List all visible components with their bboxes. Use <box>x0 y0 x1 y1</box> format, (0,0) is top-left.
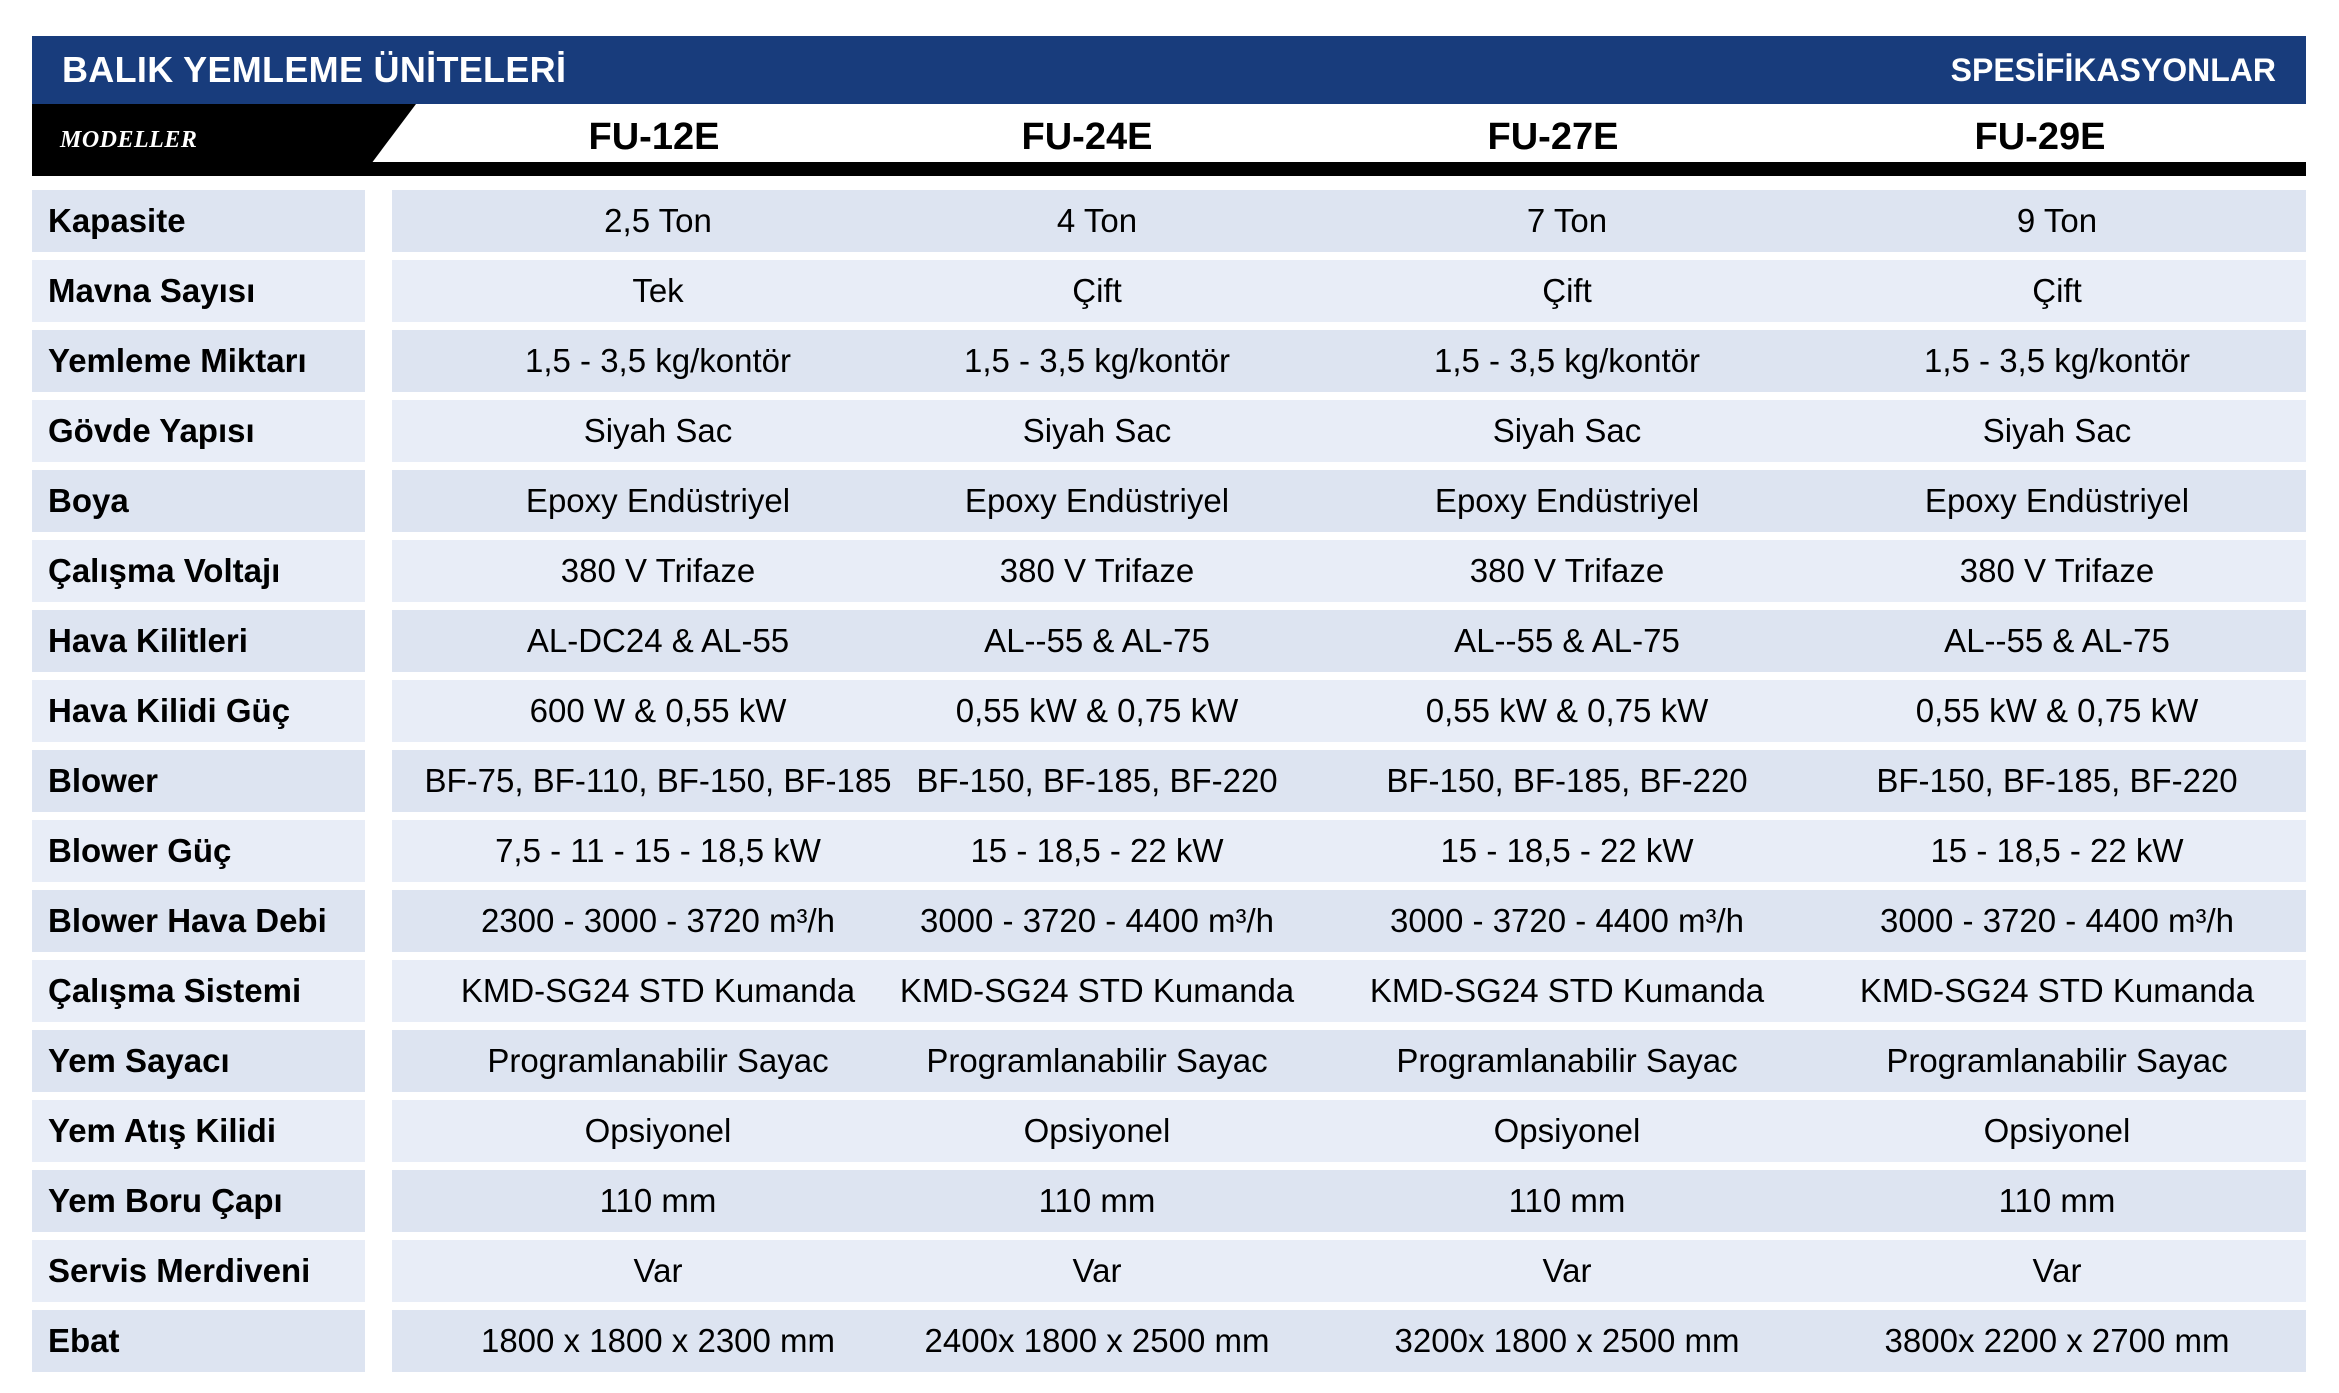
models-header-row <box>32 104 2306 176</box>
table-row <box>32 470 2306 532</box>
row-values <box>392 750 2306 812</box>
row-values <box>392 400 2306 462</box>
row-values <box>392 1310 2306 1372</box>
row-gap <box>365 470 392 532</box>
cell-value: Programlanabilir Sayac <box>926 1042 1268 1079</box>
row-label: Kapasite <box>32 190 365 252</box>
row-values <box>392 610 2306 672</box>
cell-value: 380 V Trifaze <box>999 552 1195 589</box>
table-row <box>32 890 2306 952</box>
table-row <box>32 540 2306 602</box>
row-label: Mavna Sayısı <box>32 260 365 322</box>
row-values <box>392 960 2306 1022</box>
cell-value: Opsiyonel <box>1983 1112 2131 1149</box>
cell-value: 3000 - 3720 - 4400 m³/h <box>1389 902 1745 939</box>
cell-value: 1,5 - 3,5 kg/kontör <box>1924 342 2190 379</box>
row-values <box>392 540 2306 602</box>
cell-value: AL--55 & AL-75 <box>1454 622 1680 659</box>
table-row <box>32 1030 2306 1092</box>
cell-value: BF-150, BF-185, BF-220 <box>1876 762 2238 799</box>
cell-value: Programlanabilir Sayac <box>1396 1042 1738 1079</box>
cell-value: Opsiyonel <box>584 1112 732 1149</box>
cell-value: 3000 - 3720 - 4400 m³/h <box>1879 902 2235 939</box>
row-label: Gövde Yapısı <box>32 400 365 462</box>
cell-value: Opsiyonel <box>1023 1112 1171 1149</box>
row-gap <box>365 190 392 252</box>
row-gap <box>365 1030 392 1092</box>
model-name: FU-29E <box>1974 116 2106 158</box>
row-values <box>392 260 2306 322</box>
cell-value: 15 - 18,5 - 22 kW <box>1440 832 1694 869</box>
row-gap <box>365 820 392 882</box>
row-gap <box>365 1310 392 1372</box>
cell-value: 110 mm <box>1038 1182 1156 1219</box>
cell-value: AL--55 & AL-75 <box>984 622 1210 659</box>
page-title: BALIK YEMLEME ÜNİTELERİ <box>62 49 567 90</box>
cell-value: Opsiyonel <box>1493 1112 1641 1149</box>
cell-value: 110 mm <box>599 1182 717 1219</box>
row-label: Servis Merdiveni <box>32 1240 365 1302</box>
cell-value: AL-DC24 & AL-55 <box>526 622 790 659</box>
cell-value: 15 - 18,5 - 22 kW <box>970 832 1224 869</box>
cell-value: 7 Ton <box>1526 202 1608 239</box>
cell-value: 1,5 - 3,5 kg/kontör <box>525 342 791 379</box>
cell-value: 3200x 1800 x 2500 mm <box>1394 1322 1740 1359</box>
row-gap <box>365 960 392 1022</box>
table-row <box>32 610 2306 672</box>
model-name: FU-24E <box>1021 116 1153 158</box>
row-label: Boya <box>32 470 365 532</box>
row-values <box>392 190 2306 252</box>
cell-value: 7,5 - 11 - 15 - 18,5 kW <box>495 832 821 869</box>
row-gap <box>365 540 392 602</box>
cell-value: 1800 x 1800 x 2300 mm <box>480 1322 836 1359</box>
table-row <box>32 960 2306 1022</box>
row-values <box>392 820 2306 882</box>
cell-value: Çift <box>1542 272 1592 309</box>
row-label: Hava Kilitleri <box>32 610 365 672</box>
table-row <box>32 1310 2306 1372</box>
cell-value: 15 - 18,5 - 22 kW <box>1930 832 2184 869</box>
table-row <box>32 1170 2306 1232</box>
row-label: Çalışma Sistemi <box>32 960 365 1022</box>
cell-value: 600 W & 0,55 kW <box>529 692 787 729</box>
model-name: FU-27E <box>1487 116 1619 158</box>
cell-value: Siyah Sac <box>1982 412 2132 449</box>
row-gap <box>365 400 392 462</box>
cell-value: 2,5 Ton <box>604 202 712 239</box>
cell-value: Siyah Sac <box>1492 412 1642 449</box>
cell-value: AL--55 & AL-75 <box>1944 622 2170 659</box>
cell-value: 0,55 kW & 0,75 kW <box>1425 692 1709 729</box>
table-row <box>32 260 2306 322</box>
cell-value: 380 V Trifaze <box>1469 552 1665 589</box>
cell-value: Programlanabilir Sayac <box>487 1042 829 1079</box>
cell-value: Çift <box>1072 272 1122 309</box>
row-label: Ebat <box>32 1310 365 1372</box>
cell-value: 2400x 1800 x 2500 mm <box>924 1322 1270 1359</box>
cell-value: 9 Ton <box>2016 202 2098 239</box>
cell-value: 0,55 kW & 0,75 kW <box>955 692 1239 729</box>
page-subtitle: SPESİFİKASYONLAR <box>1950 51 2276 88</box>
row-label: Çalışma Voltajı <box>32 540 365 602</box>
header-divider <box>32 162 2306 176</box>
cell-value: 380 V Trifaze <box>560 552 756 589</box>
row-label: Blower <box>32 750 365 812</box>
row-values <box>392 1030 2306 1092</box>
row-gap <box>365 330 392 392</box>
row-gap <box>365 1170 392 1232</box>
row-gap <box>365 1100 392 1162</box>
cell-value: 1,5 - 3,5 kg/kontör <box>964 342 1230 379</box>
row-gap <box>365 260 392 322</box>
cell-value: 110 mm <box>1998 1182 2116 1219</box>
table-row <box>32 820 2306 882</box>
table-row <box>32 330 2306 392</box>
cell-value: Epoxy Endüstriyel <box>1924 482 2190 519</box>
cell-value: Var <box>2032 1252 2082 1289</box>
table-row <box>32 680 2306 742</box>
row-label: Yem Atış Kilidi <box>32 1100 365 1162</box>
row-label: Yemleme Miktarı <box>32 330 365 392</box>
cell-value: Siyah Sac <box>583 412 733 449</box>
row-gap <box>365 750 392 812</box>
row-values <box>392 1240 2306 1302</box>
cell-value: 110 mm <box>1508 1182 1626 1219</box>
cell-value: Tek <box>632 272 684 309</box>
table-row <box>32 190 2306 252</box>
cell-value: BF-150, BF-185, BF-220 <box>916 762 1278 799</box>
row-values <box>392 890 2306 952</box>
row-label: Yem Sayacı <box>32 1030 365 1092</box>
model-name: FU-12E <box>588 116 720 158</box>
row-values <box>392 1170 2306 1232</box>
row-values <box>392 470 2306 532</box>
cell-value: 3800x 2200 x 2700 mm <box>1884 1322 2230 1359</box>
cell-value: BF-75, BF-110, BF-150, BF-185 <box>424 762 892 799</box>
table-row <box>32 1100 2306 1162</box>
cell-value: Epoxy Endüstriyel <box>525 482 791 519</box>
table-row <box>32 1240 2306 1302</box>
row-gap <box>365 1240 392 1302</box>
cell-value: 0,55 kW & 0,75 kW <box>1915 692 2199 729</box>
row-gap <box>365 890 392 952</box>
cell-value: Çift <box>2032 272 2082 309</box>
cell-value: KMD-SG24 STD Kumanda <box>899 972 1295 1009</box>
cell-value: 1,5 - 3,5 kg/kontör <box>1434 342 1700 379</box>
table-row <box>32 750 2306 812</box>
row-label: Blower Hava Debi <box>32 890 365 952</box>
row-values <box>392 330 2306 392</box>
cell-value: 380 V Trifaze <box>1959 552 2155 589</box>
cell-value: Var <box>1072 1252 1122 1289</box>
cell-value: 3000 - 3720 - 4400 m³/h <box>919 902 1275 939</box>
cell-value: KMD-SG24 STD Kumanda <box>1369 972 1765 1009</box>
table-row <box>32 400 2306 462</box>
row-values <box>392 680 2306 742</box>
cell-value: BF-150, BF-185, BF-220 <box>1386 762 1748 799</box>
row-label: Yem Boru Çapı <box>32 1170 365 1232</box>
row-label: Hava Kilidi Güç <box>32 680 365 742</box>
cell-value: Epoxy Endüstriyel <box>1434 482 1700 519</box>
title-bar <box>32 36 2306 104</box>
cell-value: Epoxy Endüstriyel <box>964 482 1230 519</box>
row-gap <box>365 680 392 742</box>
cell-value: KMD-SG24 STD Kumanda <box>460 972 856 1009</box>
cell-value: 4 Ton <box>1056 202 1138 239</box>
cell-value: Siyah Sac <box>1022 412 1172 449</box>
cell-value: Programlanabilir Sayac <box>1886 1042 2228 1079</box>
row-label: Blower Güç <box>32 820 365 882</box>
cell-value: KMD-SG24 STD Kumanda <box>1859 972 2255 1009</box>
cell-value: Var <box>1542 1252 1592 1289</box>
cell-value: 2300 - 3000 - 3720 m³/h <box>480 902 836 939</box>
models-label: MODELLER <box>60 127 198 153</box>
spec-table <box>32 190 2306 1372</box>
row-values <box>392 1100 2306 1162</box>
row-gap <box>365 610 392 672</box>
spec-sheet <box>32 36 2306 1380</box>
cell-value: Var <box>633 1252 683 1289</box>
